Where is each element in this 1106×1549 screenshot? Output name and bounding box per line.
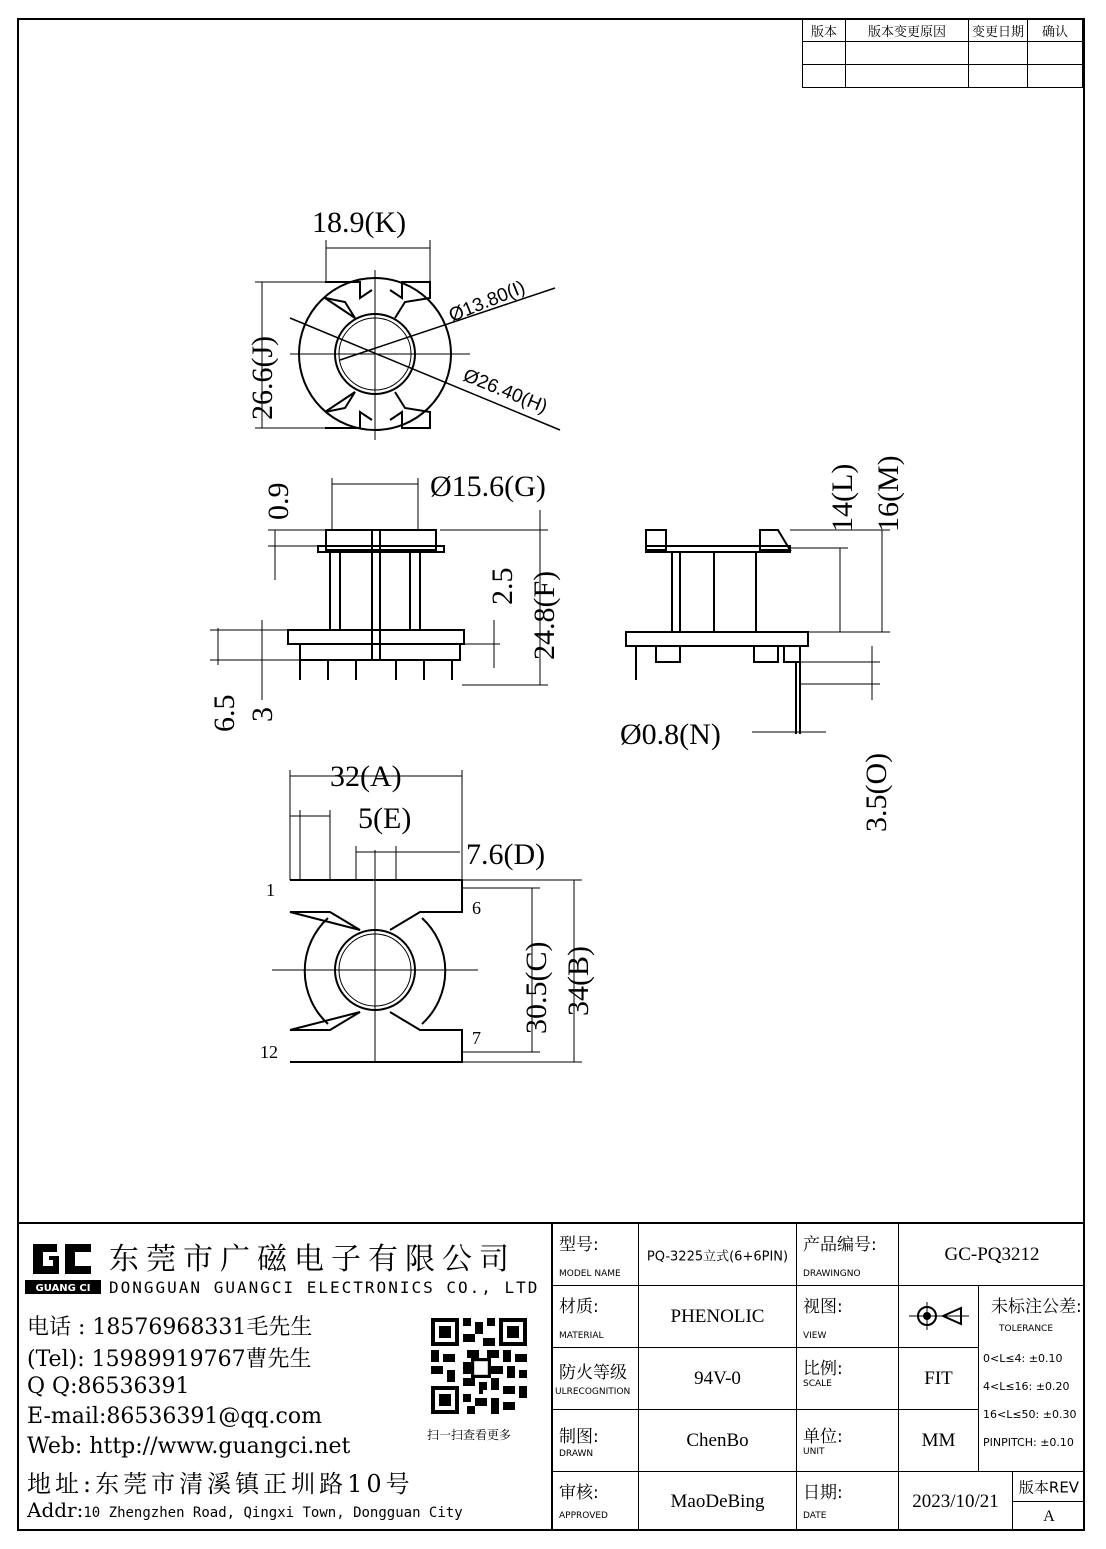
tolerance-values-cell [979, 1348, 1085, 1472]
title-block [17, 1222, 1085, 1531]
approved-label: 审核: [559, 1483, 599, 1503]
dim-f-gap: 2.5 [486, 567, 519, 605]
top-view [255, 240, 560, 440]
title-grid [553, 1224, 1085, 1531]
rev-label: 版本REV [1018, 1478, 1080, 1496]
pin-label-12: 12 [260, 1042, 278, 1062]
date-value-cell [899, 1472, 1013, 1531]
tolerance-header-cell [979, 1286, 1085, 1348]
dim-h: Ø26.40(H) [460, 365, 551, 418]
drawn-label: 制图: [559, 1427, 599, 1447]
dim-k: 18.9(K) [312, 206, 407, 239]
qq: Q Q:86536391 [27, 1374, 190, 1399]
model-value: PQ-3225立式(6+6PIN) [646, 1249, 789, 1264]
scale-label-cell [797, 1348, 899, 1410]
unit-label-en: UNIT [803, 1447, 825, 1457]
view-symbol-cell [899, 1286, 979, 1348]
dim-l: 14(L) [826, 463, 859, 532]
tolerance-row-4: PINPITCH: ±0.10 [983, 1436, 1074, 1449]
rev-header-date: 变更日期 [969, 19, 1028, 42]
dim-i: Ø13.80(I) [446, 277, 529, 327]
scale-label: 比例: [803, 1359, 843, 1379]
rev-header-confirm: 确认 [1028, 19, 1083, 42]
company-info [17, 1224, 553, 1531]
dim-d: 7.6(D) [466, 838, 546, 871]
fire-value: 94V-0 [694, 1367, 741, 1389]
dim-b: 34(B) [562, 946, 595, 1016]
fire-value-cell [639, 1348, 797, 1410]
dim-n: Ø0.8(N) [620, 718, 721, 751]
drawn-value-cell [639, 1410, 797, 1472]
pin-label-6: 6 [472, 898, 481, 918]
dim-pin-len: 6.5 [208, 694, 241, 732]
side-view [626, 530, 890, 734]
material-value: PHENOLIC [670, 1305, 765, 1327]
scale-value: FIT [924, 1367, 953, 1389]
view-label: 视图: [803, 1297, 843, 1317]
qr-code [431, 1318, 527, 1414]
address-en: 10 Zhengzhen Road, Qingxi Town, Dongguan City [83, 1505, 463, 1521]
code-label-en: DRAWINGNO [803, 1269, 861, 1279]
company-name-cn: 东莞市广磁电子有限公司 [109, 1242, 516, 1277]
company-logo [25, 1236, 105, 1294]
date-label: 日期: [803, 1483, 843, 1503]
dim-top-gap: 0.9 [262, 482, 295, 520]
view-label-en: VIEW [803, 1331, 827, 1341]
model-label-cell [553, 1224, 639, 1286]
company-name-en: DONGGUAN GUANGCI ELECTRONICS CO., LTD [109, 1278, 540, 1297]
email: E-mail:86536391@qq.com [27, 1404, 322, 1429]
dim-c: 30.5(C) [520, 941, 553, 1034]
approved-value: MaoDeBing [670, 1490, 765, 1512]
qr-caption: 扫一扫查看更多 [427, 1428, 512, 1442]
model-label: 型号: [559, 1235, 599, 1255]
rev-value: A [1043, 1507, 1055, 1525]
code-value: GC-PQ3212 [944, 1243, 1040, 1265]
dim-j: 26.6(J) [246, 335, 279, 420]
material-label-en: MATERIAL [559, 1331, 604, 1341]
code-label-cell [797, 1224, 899, 1286]
material-label-cell [553, 1286, 639, 1348]
pin-label-1: 1 [266, 880, 275, 900]
tolerance-label: 未标注公差: [991, 1297, 1082, 1317]
approved-label-en: APPROVED [559, 1511, 608, 1521]
unit-label: 单位: [803, 1427, 843, 1447]
dim-o: 3.5(O) [860, 752, 893, 832]
date-label-cell [797, 1472, 899, 1531]
date-value: 2023/10/21 [912, 1490, 999, 1512]
dim-f: 24.8(F) [528, 570, 561, 660]
unit-value-cell [899, 1410, 979, 1472]
dim-g: Ø15.6(G) [430, 470, 546, 503]
scale-label-en: SCALE [803, 1379, 832, 1389]
code-label: 产品编号: [803, 1235, 877, 1255]
approved-value-cell [639, 1472, 797, 1531]
unit-value: MM [921, 1429, 956, 1451]
address-en-prefix: Addr: [27, 1498, 84, 1522]
rev-header-version: 版本 [803, 19, 846, 42]
dim-a: 32(A) [330, 760, 402, 793]
model-label-en: MODEL NAME [559, 1269, 621, 1279]
projection-icon [899, 1286, 977, 1346]
tolerance-label-en: TOLERANCE [999, 1324, 1054, 1334]
rev-label-cell [1013, 1472, 1085, 1502]
rev-value-cell [1013, 1502, 1085, 1531]
code-value-cell [899, 1224, 1085, 1286]
drawn-label-cell [553, 1410, 639, 1472]
fire-label: 防火等级 [559, 1363, 627, 1383]
fire-label-en: ULRECOGNITION [555, 1387, 631, 1397]
address-cn: 地址:东莞市清溪镇正圳路10号 [27, 1470, 414, 1498]
drawn-label-en: DRAWN [559, 1449, 594, 1459]
dim-e: 5(E) [358, 802, 412, 835]
view-label-cell [797, 1286, 899, 1348]
dim-pin-base: 3 [246, 707, 279, 722]
date-label-en: DATE [803, 1511, 827, 1521]
approved-label-cell [553, 1472, 639, 1531]
web[interactable]: Web: http://www.guangci.net [27, 1434, 351, 1459]
drawn-value: ChenBo [686, 1429, 749, 1451]
phone: 电话 : 18576968331毛先生 [27, 1315, 313, 1340]
rev-header-reason: 版本变更原因 [846, 19, 969, 42]
unit-label-cell [797, 1410, 899, 1472]
model-value-cell [639, 1224, 797, 1286]
logo-text: GUANG CI [35, 1283, 91, 1294]
tolerance-row-1: 0<L≤4: ±0.10 [983, 1352, 1063, 1365]
tel: (Tel): 15989919767曹先生 [27, 1347, 312, 1372]
material-label: 材质: [559, 1297, 599, 1317]
material-value-cell [639, 1286, 797, 1348]
scale-value-cell [899, 1348, 979, 1410]
pin-label-7: 7 [472, 1028, 481, 1048]
tolerance-row-2: 4<L≤16: ±0.20 [983, 1380, 1070, 1393]
tolerance-row-3: 16<L≤50: ±0.30 [983, 1408, 1077, 1421]
dim-m: 16(M) [872, 455, 905, 532]
fire-label-cell [553, 1348, 639, 1410]
